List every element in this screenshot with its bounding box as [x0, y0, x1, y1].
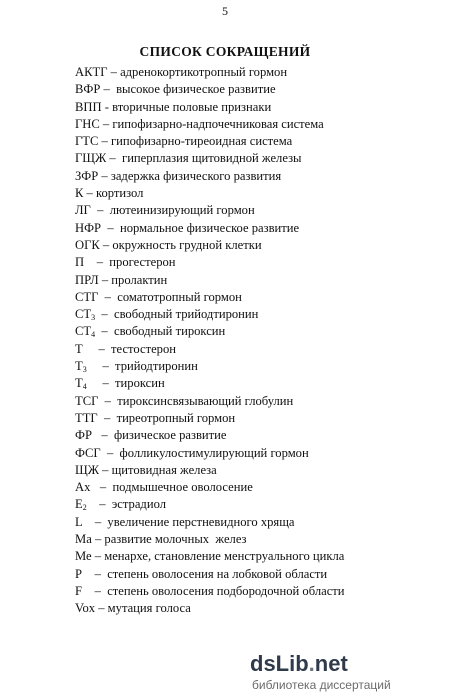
abbreviation-term: АКТГ — [75, 65, 108, 79]
abbreviation-row — [75, 358, 440, 375]
abbreviation-definition: – нормальное физическое развитие — [101, 220, 300, 235]
abbreviation-definition: – окружность грудной клетки — [99, 237, 262, 252]
abbreviation-row — [75, 600, 440, 617]
abbreviation-definition: – трийодтиронин — [86, 359, 198, 374]
abbreviation-term: ОГК — [75, 237, 100, 252]
abbreviation-definition: – гипофизарно-надпочечниковая система — [99, 116, 324, 131]
abbreviation-term: ВПП — [75, 99, 102, 114]
abbreviation-row — [75, 566, 440, 583]
abbreviation-term: ПРЛ — [75, 272, 99, 287]
abbreviation-term: L — [75, 514, 83, 529]
abbreviation-row — [75, 496, 440, 513]
abbreviation-row — [75, 220, 440, 237]
abbreviation-subscript: 4 — [91, 330, 96, 340]
abbreviation-row — [75, 99, 440, 116]
abbreviation-definition: – пролактин — [98, 272, 168, 287]
abbreviation-row — [75, 393, 440, 410]
abbreviation-term: СТ — [75, 324, 92, 339]
abbreviation-definition: – гипофизарно-тиреоидная система — [98, 134, 293, 149]
abbreviation-term: К — [75, 186, 84, 201]
abbreviation-definition: – эстрадиол — [86, 497, 166, 512]
abbreviation-definition: – свободный тироксин — [95, 324, 226, 339]
abbreviation-term: Р — [75, 566, 83, 581]
abbreviation-row — [75, 202, 440, 219]
abbreviation-term: ГТС — [75, 134, 99, 149]
abbreviation-row — [75, 306, 440, 323]
abbreviation-row — [75, 64, 440, 81]
abbreviation-definition: – свободный трийодтиронин — [95, 307, 259, 322]
abbreviation-term: Ма — [75, 532, 92, 547]
abbreviation-term: СТГ — [75, 289, 99, 304]
abbreviation-subscript: 3 — [91, 313, 96, 323]
abbreviation-definition: – подмышечное оволосение — [90, 480, 253, 495]
abbreviation-row — [75, 548, 440, 565]
abbreviation-definition: – мутация голоса — [95, 601, 191, 616]
abbreviation-row — [75, 237, 440, 254]
watermark-logo-tld: net — [314, 651, 348, 676]
abbreviation-row — [75, 531, 440, 548]
abbreviation-row — [75, 185, 440, 202]
abbreviation-row — [75, 116, 440, 133]
abbreviation-term: Ме — [75, 549, 92, 564]
abbreviation-row — [75, 323, 440, 340]
abbreviation-term: ФР — [75, 428, 92, 443]
abbreviation-term: Vox — [75, 601, 96, 616]
abbreviation-subscript: 4 — [82, 382, 87, 392]
abbreviation-term: Т — [75, 359, 83, 374]
abbreviation-term: ЛГ — [75, 203, 91, 218]
abbreviation-subscript: 3 — [82, 365, 87, 375]
abbreviation-definition: – степень оволосения на лобковой области — [82, 566, 328, 581]
abbreviation-definition: – гиперплазия щитовидной железы — [106, 151, 302, 166]
abbreviation-definition: – менархе, становление менструального цикла — [91, 549, 345, 564]
abbreviation-definition: – соматотропный гормон — [98, 289, 242, 304]
abbreviation-row — [75, 272, 440, 289]
abbreviation-definition: – прогестерон — [84, 255, 176, 270]
abbreviation-term: ГНС — [75, 116, 100, 131]
abbreviation-term: ЩЖ — [75, 462, 99, 477]
abbreviation-row — [75, 479, 440, 496]
abbreviation-row — [75, 462, 440, 479]
abbreviation-subscript: 2 — [82, 503, 87, 513]
abbreviation-term: П — [75, 255, 85, 270]
abbreviation-term: ВФР — [75, 82, 101, 97]
abbreviation-term: Т — [75, 341, 83, 356]
abbreviation-row — [75, 427, 440, 444]
abbreviation-definition: - вторичные половые признаки — [101, 99, 272, 114]
abbreviation-term: ТСГ — [75, 393, 99, 408]
watermark-logo-dot: . — [308, 651, 315, 676]
abbreviation-term: ГЩЖ — [75, 151, 107, 166]
abbreviation-definition: – степень оволосения подбородочной области — [82, 583, 345, 598]
abbreviation-definition: – щитовидная железа — [99, 462, 217, 477]
watermark-logo-main: dsLib — [250, 651, 309, 676]
abbreviation-term: СТ — [75, 307, 92, 322]
abbreviation-row — [75, 168, 440, 185]
abbreviation-row — [75, 133, 440, 150]
abbreviation-row — [75, 150, 440, 167]
abbreviation-definition: – высокое физическое развитие — [100, 82, 276, 97]
abbreviation-term: F — [75, 583, 83, 598]
abbreviation-row — [75, 341, 440, 358]
abbreviation-definition: – кортизол — [83, 186, 144, 201]
abbreviation-definition: – фолликулостимулирующий гормон — [100, 445, 309, 460]
abbreviation-row — [75, 289, 440, 306]
abbreviation-definition: – тироксинсвязывающий глобулин — [98, 393, 294, 408]
abbreviation-row — [75, 445, 440, 462]
abbreviation-row — [75, 81, 440, 98]
watermark-logo — [250, 651, 348, 677]
abbreviation-term: ТТГ — [75, 410, 98, 425]
abbreviation-row — [75, 254, 440, 271]
watermark — [250, 648, 450, 698]
abbreviation-definition: – увеличение перстневидного хряща — [82, 514, 295, 529]
abbreviation-definition: – тиреотропный гормон — [97, 410, 236, 425]
abbreviation-row — [75, 375, 440, 392]
abbreviation-row — [75, 410, 440, 427]
abbreviation-definition: – лютеинизирующий гормон — [90, 203, 255, 218]
abbreviation-definition: – развитие молочных желез — [91, 532, 247, 547]
page-title: СПИСОК СОКРАЩЕНИЙ — [139, 44, 311, 59]
abbreviation-term: Е — [75, 497, 83, 512]
abbreviation-definition: – тестостерон — [82, 341, 177, 356]
watermark-subtitle: библиотека диссертаций — [252, 678, 391, 692]
page-number: 5 — [222, 4, 228, 18]
abbreviation-term: ФСГ — [75, 445, 101, 460]
abbreviation-definition: – тироксин — [86, 376, 165, 391]
abbreviation-list — [75, 64, 440, 618]
abbreviation-definition: – физическое развитие — [91, 428, 227, 443]
abbreviation-definition: – адренокортикотропный гормон — [107, 65, 288, 79]
abbreviation-definition: – задержка физического развития — [98, 168, 282, 183]
abbreviation-term: Ах — [75, 480, 91, 495]
abbreviation-row — [75, 514, 440, 531]
abbreviation-term: НФР — [75, 220, 102, 235]
abbreviation-term: Т — [75, 376, 83, 391]
abbreviation-row — [75, 583, 440, 600]
abbreviation-term: ЗФР — [75, 168, 99, 183]
